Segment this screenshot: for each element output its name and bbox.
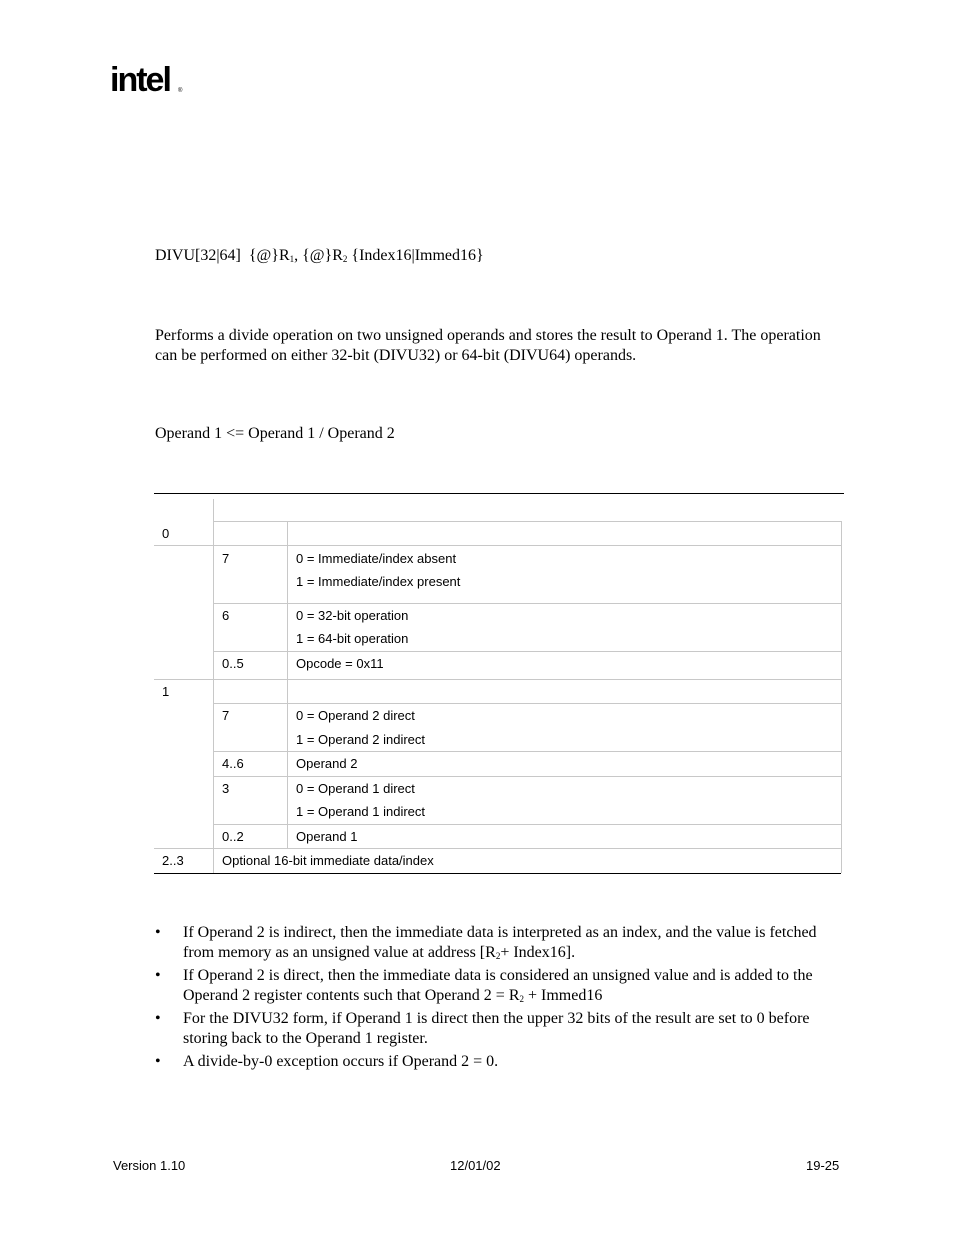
- table-cell-desc: 0 = Immediate/index absent: [296, 551, 457, 566]
- table-cell-desc: 1 = 64-bit operation: [296, 631, 409, 646]
- list-item: • For the DIVU32 form, if Operand 1 is direct then the upper 32 bits of the result are set to 0 before storing back to the Operand 1 register.: [155, 1010, 810, 1047]
- table-cell-bits: 0..5: [222, 656, 244, 671]
- table-cell-bits: 0..2: [222, 829, 244, 844]
- table-cell-bits: 3: [222, 781, 230, 796]
- bullet-icon: •: [155, 1010, 161, 1027]
- notes-list: [155, 923, 845, 1075]
- table-cell-desc: 1 = Immediate/index present: [296, 574, 461, 589]
- logo-wordmark: intel: [110, 61, 170, 99]
- table-cell-desc: Optional 16-bit immediate data/index: [222, 853, 434, 868]
- table-cell-byte: 0: [162, 526, 170, 541]
- table-cell-byte: 1: [162, 684, 170, 699]
- syntax-op2: $\{@\}R_2$: [302, 247, 348, 264]
- syntax-op1: $\{@\}R_1$: [248, 247, 295, 264]
- syntax-mnemonic: DIVU[32|64]: [155, 247, 241, 264]
- encoding-table: [154, 493, 844, 875]
- intel-logo: [108, 58, 188, 108]
- operation-text: Operand 1 <= Operand 1 / Operand 2: [155, 425, 395, 442]
- logo-registered-mark: ®: [178, 88, 183, 94]
- footer-version: Version 1.10: [113, 1158, 186, 1173]
- list-item: • If Operand 2 is indirect, then the immediate data is interpreted as an index, and the value is fetched from memory as an unsigned value at address [$R_2+$ Index16].: [155, 924, 817, 961]
- table-cell-desc: 1 = Operand 2 indirect: [296, 732, 425, 747]
- table-cell-desc: 0 = Operand 2 direct: [296, 708, 415, 723]
- footer-date: 12/01/02: [450, 1158, 501, 1173]
- bullet-icon: •: [155, 967, 161, 984]
- list-item: • A divide-by-0 exception occurs if Operand 2 = 0.: [155, 1053, 499, 1070]
- table-cell-byte: 2..3: [162, 853, 184, 868]
- table-cell-desc: Operand 2: [296, 756, 358, 771]
- description-paragraph: Performs a divide operation on two unsigned operands and stores the result to Operand 1. The operation can be performed on either 32-bit (DIVU32) or 64-bit (DIVU64) operands.: [155, 327, 821, 364]
- table-cell-desc: Operand 1: [296, 829, 358, 844]
- table-cell-desc: 1 = Operand 1 indirect: [296, 804, 425, 819]
- table-cell-desc: 0 = Operand 1 direct: [296, 781, 415, 796]
- table-cell-bits: 7: [222, 708, 230, 723]
- footer-page-number: 19-25: [806, 1158, 840, 1173]
- table-cell-bits: 6: [222, 608, 230, 623]
- instruction-syntax: DIVU[32|64] $\{@\}R_1$, $\{@\}R_2$ {Index16|Immed16}: [155, 247, 484, 264]
- table-cell-bits: 7: [222, 551, 230, 566]
- syntax-suffix: {Index16|Immed16}: [351, 247, 484, 264]
- table-cell-desc: Opcode = 0x11: [296, 656, 384, 671]
- table-cell-bits: 4..6: [222, 756, 244, 771]
- list-item: • If Operand 2 is direct, then the immediate data is considered an unsigned value and is added to the Operand 2 register contents such that Operand $2 = R_2$ + Immed16: [155, 967, 813, 1004]
- bullet-icon: •: [155, 924, 161, 941]
- bullet-icon: •: [155, 1053, 161, 1070]
- table-cell-desc: 0 = 32-bit operation: [296, 608, 409, 623]
